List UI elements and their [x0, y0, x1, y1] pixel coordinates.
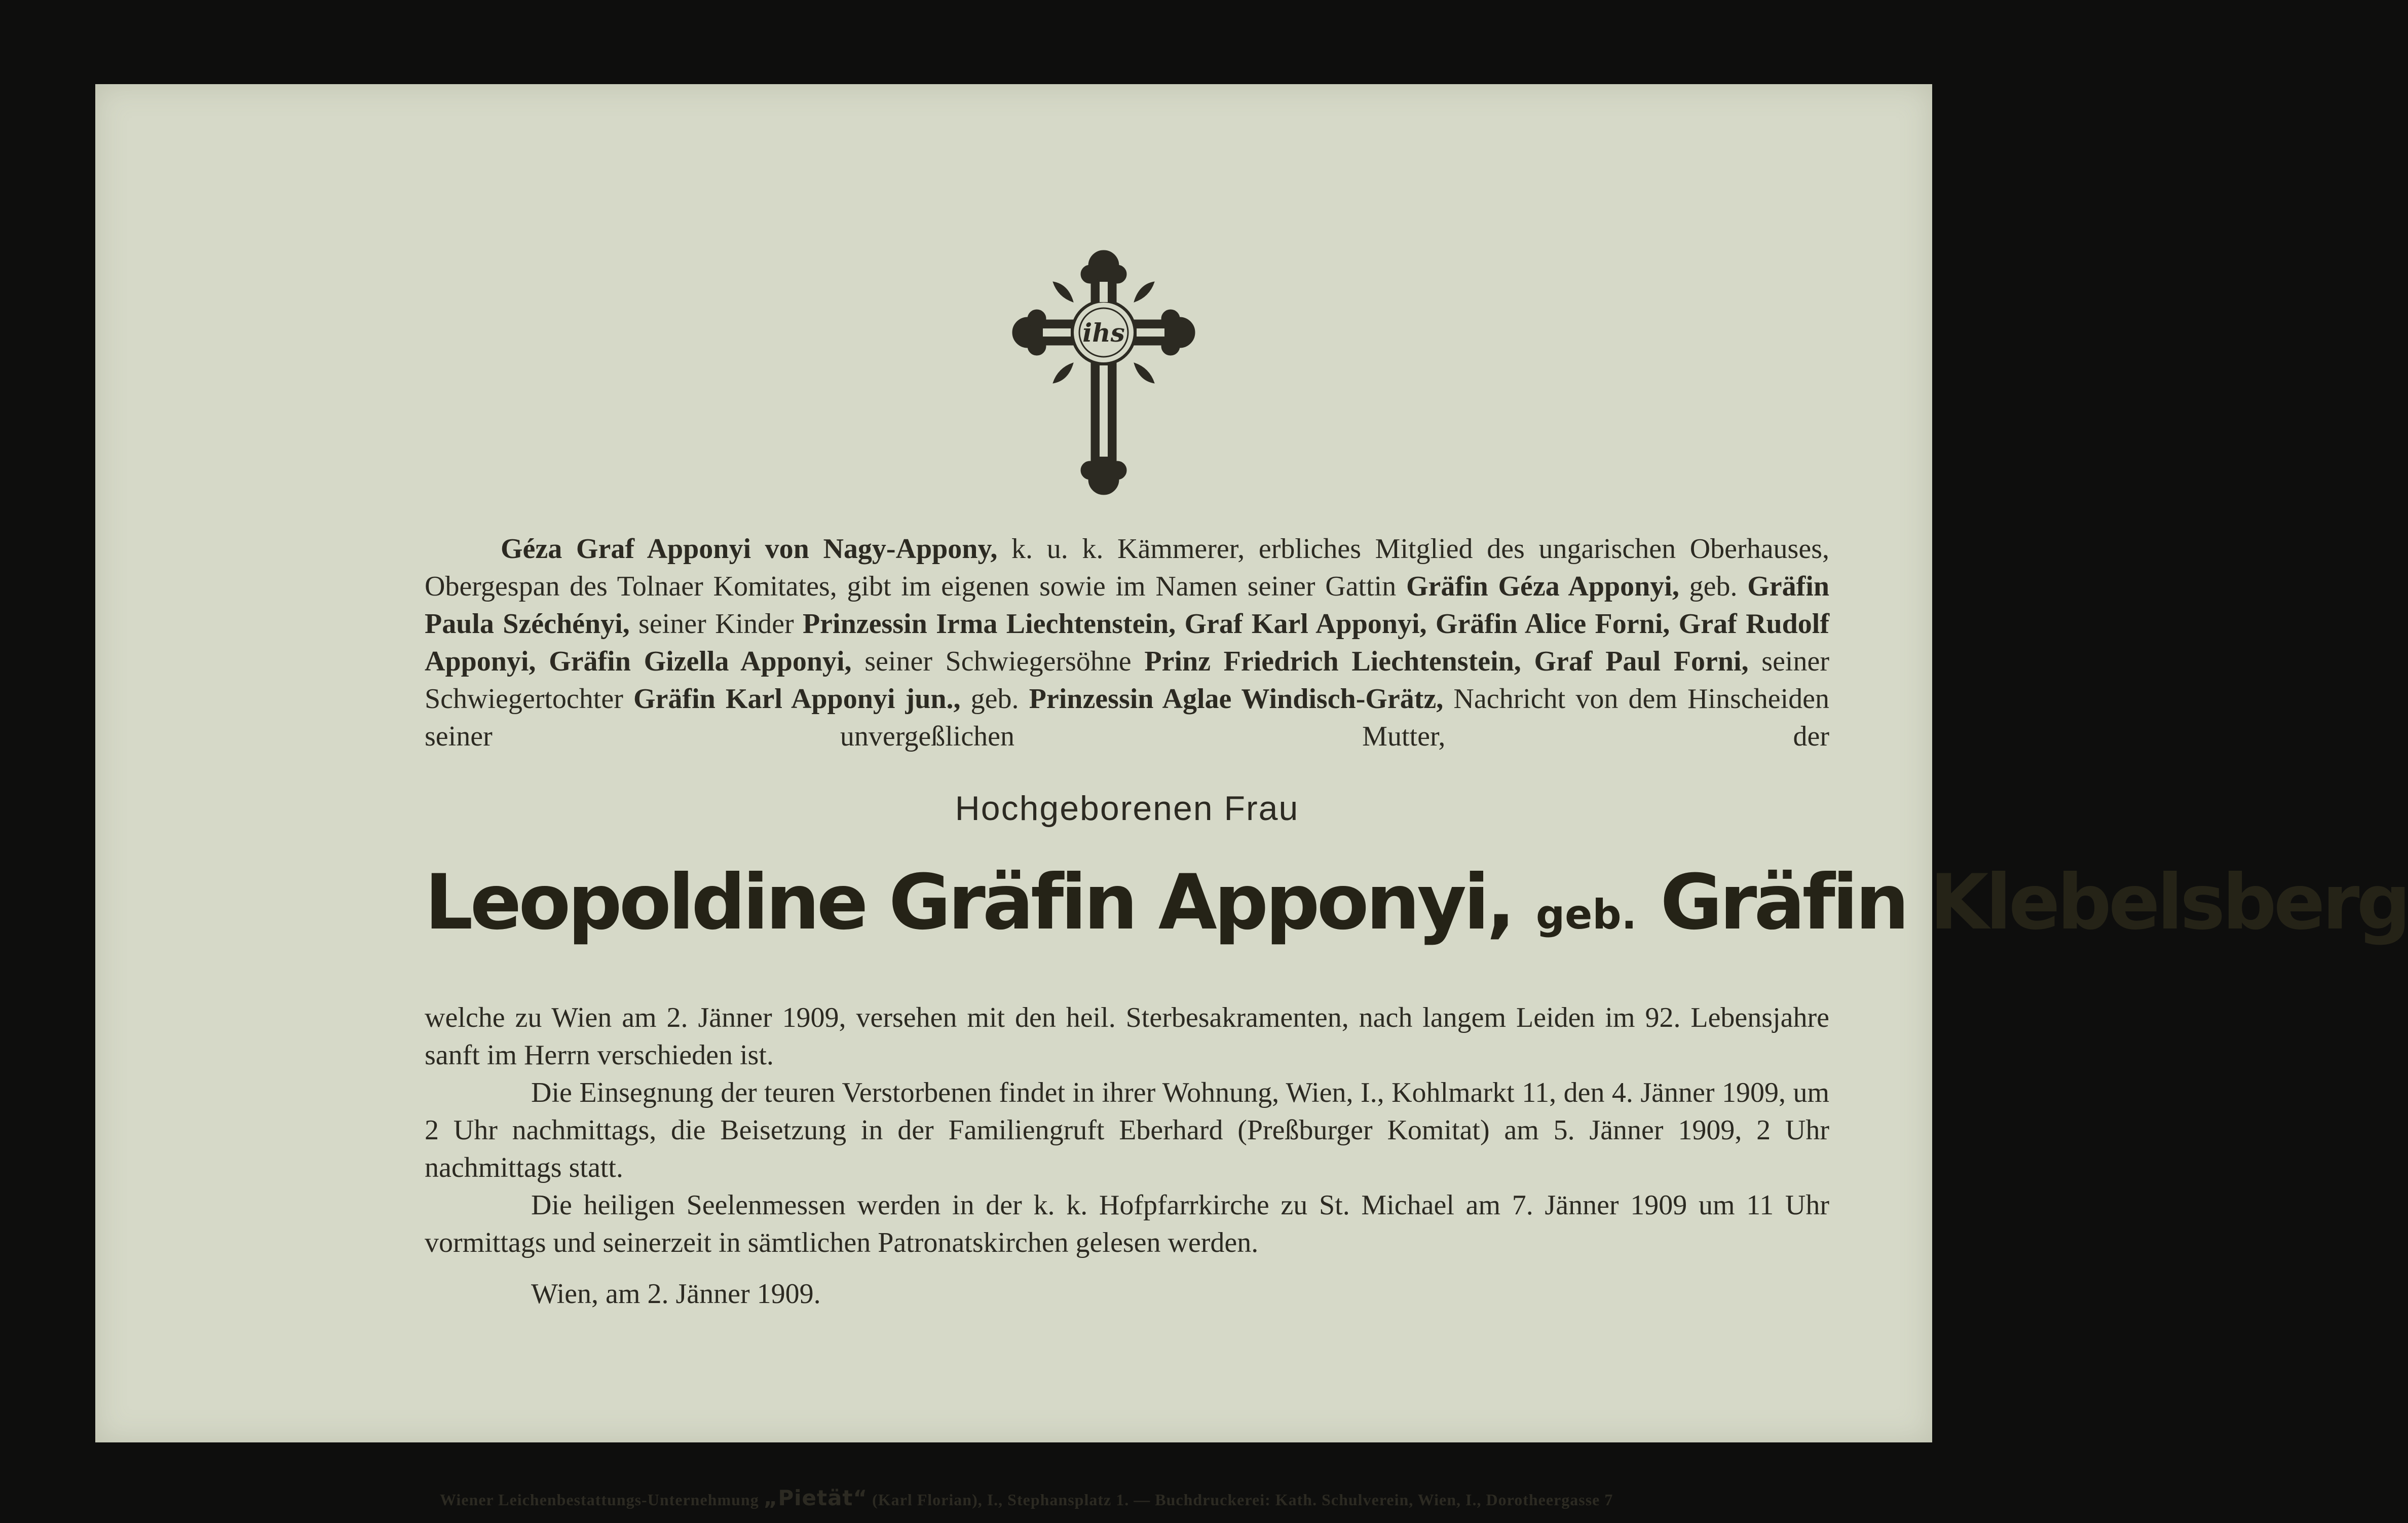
- deceased-maiden-name: Gräfin Klebelsberg: [1660, 859, 2408, 947]
- children-names: Prinzessin Irma Liechtenstein, Graf Karl Apponyi, Gräfin Alice Forni, Graf Rudolf Apponyi, Gräfin Gizella Apponyi,: [425, 608, 1830, 677]
- notice-paper: [95, 84, 2408, 1510]
- intro-text-7: Nachricht von dem Hinscheiden seiner unvergeßlichen Mutter, der: [425, 683, 1829, 752]
- daughter-in-law-maiden-name: Prinzessin Aglae Windisch-Grätz,: [1029, 683, 1444, 715]
- wife-maiden-name: Gräfin Paula Széchényi,: [425, 571, 1829, 640]
- geb-label: geb.: [1535, 891, 1637, 938]
- intro-text-5: seiner Schwiegertochter: [425, 646, 1829, 715]
- intro-text-2: geb.: [1679, 571, 1748, 602]
- ihs-monogram: ihs: [1082, 318, 1125, 348]
- deceased-name: [425, 855, 2408, 963]
- intro-text-6: geb.: [960, 683, 1029, 715]
- death-paragraph: welche zu Wien am 2. Jänner 1909, versehen mit den heil. Sterbesakramenten, nach langem Leiden im 92. Lebensjahre sanft im Herrn verschieden ist.: [425, 1002, 1829, 1071]
- announcement-body: [425, 999, 1829, 1261]
- intro-text-4: seiner Schwiegersöhne: [851, 646, 1145, 677]
- announcement-intro: [425, 530, 1829, 755]
- sons-in-law-names: Prinz Friedrich Liechtenstein, Graf Paul Forni,: [1144, 646, 1749, 677]
- printer-footer: [440, 1485, 1808, 1510]
- wife-name: Gräfin Géza Apponyi,: [1406, 571, 1679, 602]
- announcer-name: Géza Graf Apponyi von Nagy-Appony,: [501, 533, 998, 565]
- deceased-married-name: Leopoldine Gräfin Apponyi,: [425, 859, 1513, 947]
- honorific: Hochgeborenen Frau: [955, 789, 1299, 828]
- footer-left: Wiener Leichenbestattungs-Unternehmung: [440, 1491, 764, 1509]
- intro-text-1: k. u. k. Kämmerer, erbliches Mitglied des ungarischen Oberhauses, Obergespan des Tolnaer Komitates, gibt im eigenen sowie im Namen seiner Gattin: [425, 533, 1829, 602]
- daughter-in-law-name: Gräfin Karl Apponyi jun.,: [633, 683, 961, 715]
- mass-paragraph: Die heiligen Seelenmessen werden in der k. k. Hofpfarrkirche zu St. Michael am 7. Jänner 1909 um 11 Uhr vormittags und seinerzeit in sämtlichen Patronatskirchen gelesen werden.: [425, 1190, 1829, 1258]
- funeral-paragraph: Die Einsegnung der teuren Verstorbenen findet in ihrer Wohnung, Wien, I., Kohlmarkt 11, den 4. Jänner 1909, um 2 Uhr nachmittags, die Beisetzung in der Familiengruft Eberhard (Preßburger Komitat) am 5. Jänner 1909, 2 Uhr nachmittags statt.: [425, 1077, 1829, 1183]
- date-line: Wien, am 2. Jänner 1909.: [531, 1278, 821, 1310]
- intro-text-3: seiner Kinder: [629, 608, 803, 640]
- footer-right: (Karl Florian), I., Stephansplatz 1. — Buchdruckerei: Kath. Schulverein, Wien, I., Dorotheergasse 7: [868, 1491, 1613, 1509]
- footer-brand: „Pietät“: [763, 1485, 868, 1510]
- ihs-cross-icon: [1023, 251, 1185, 495]
